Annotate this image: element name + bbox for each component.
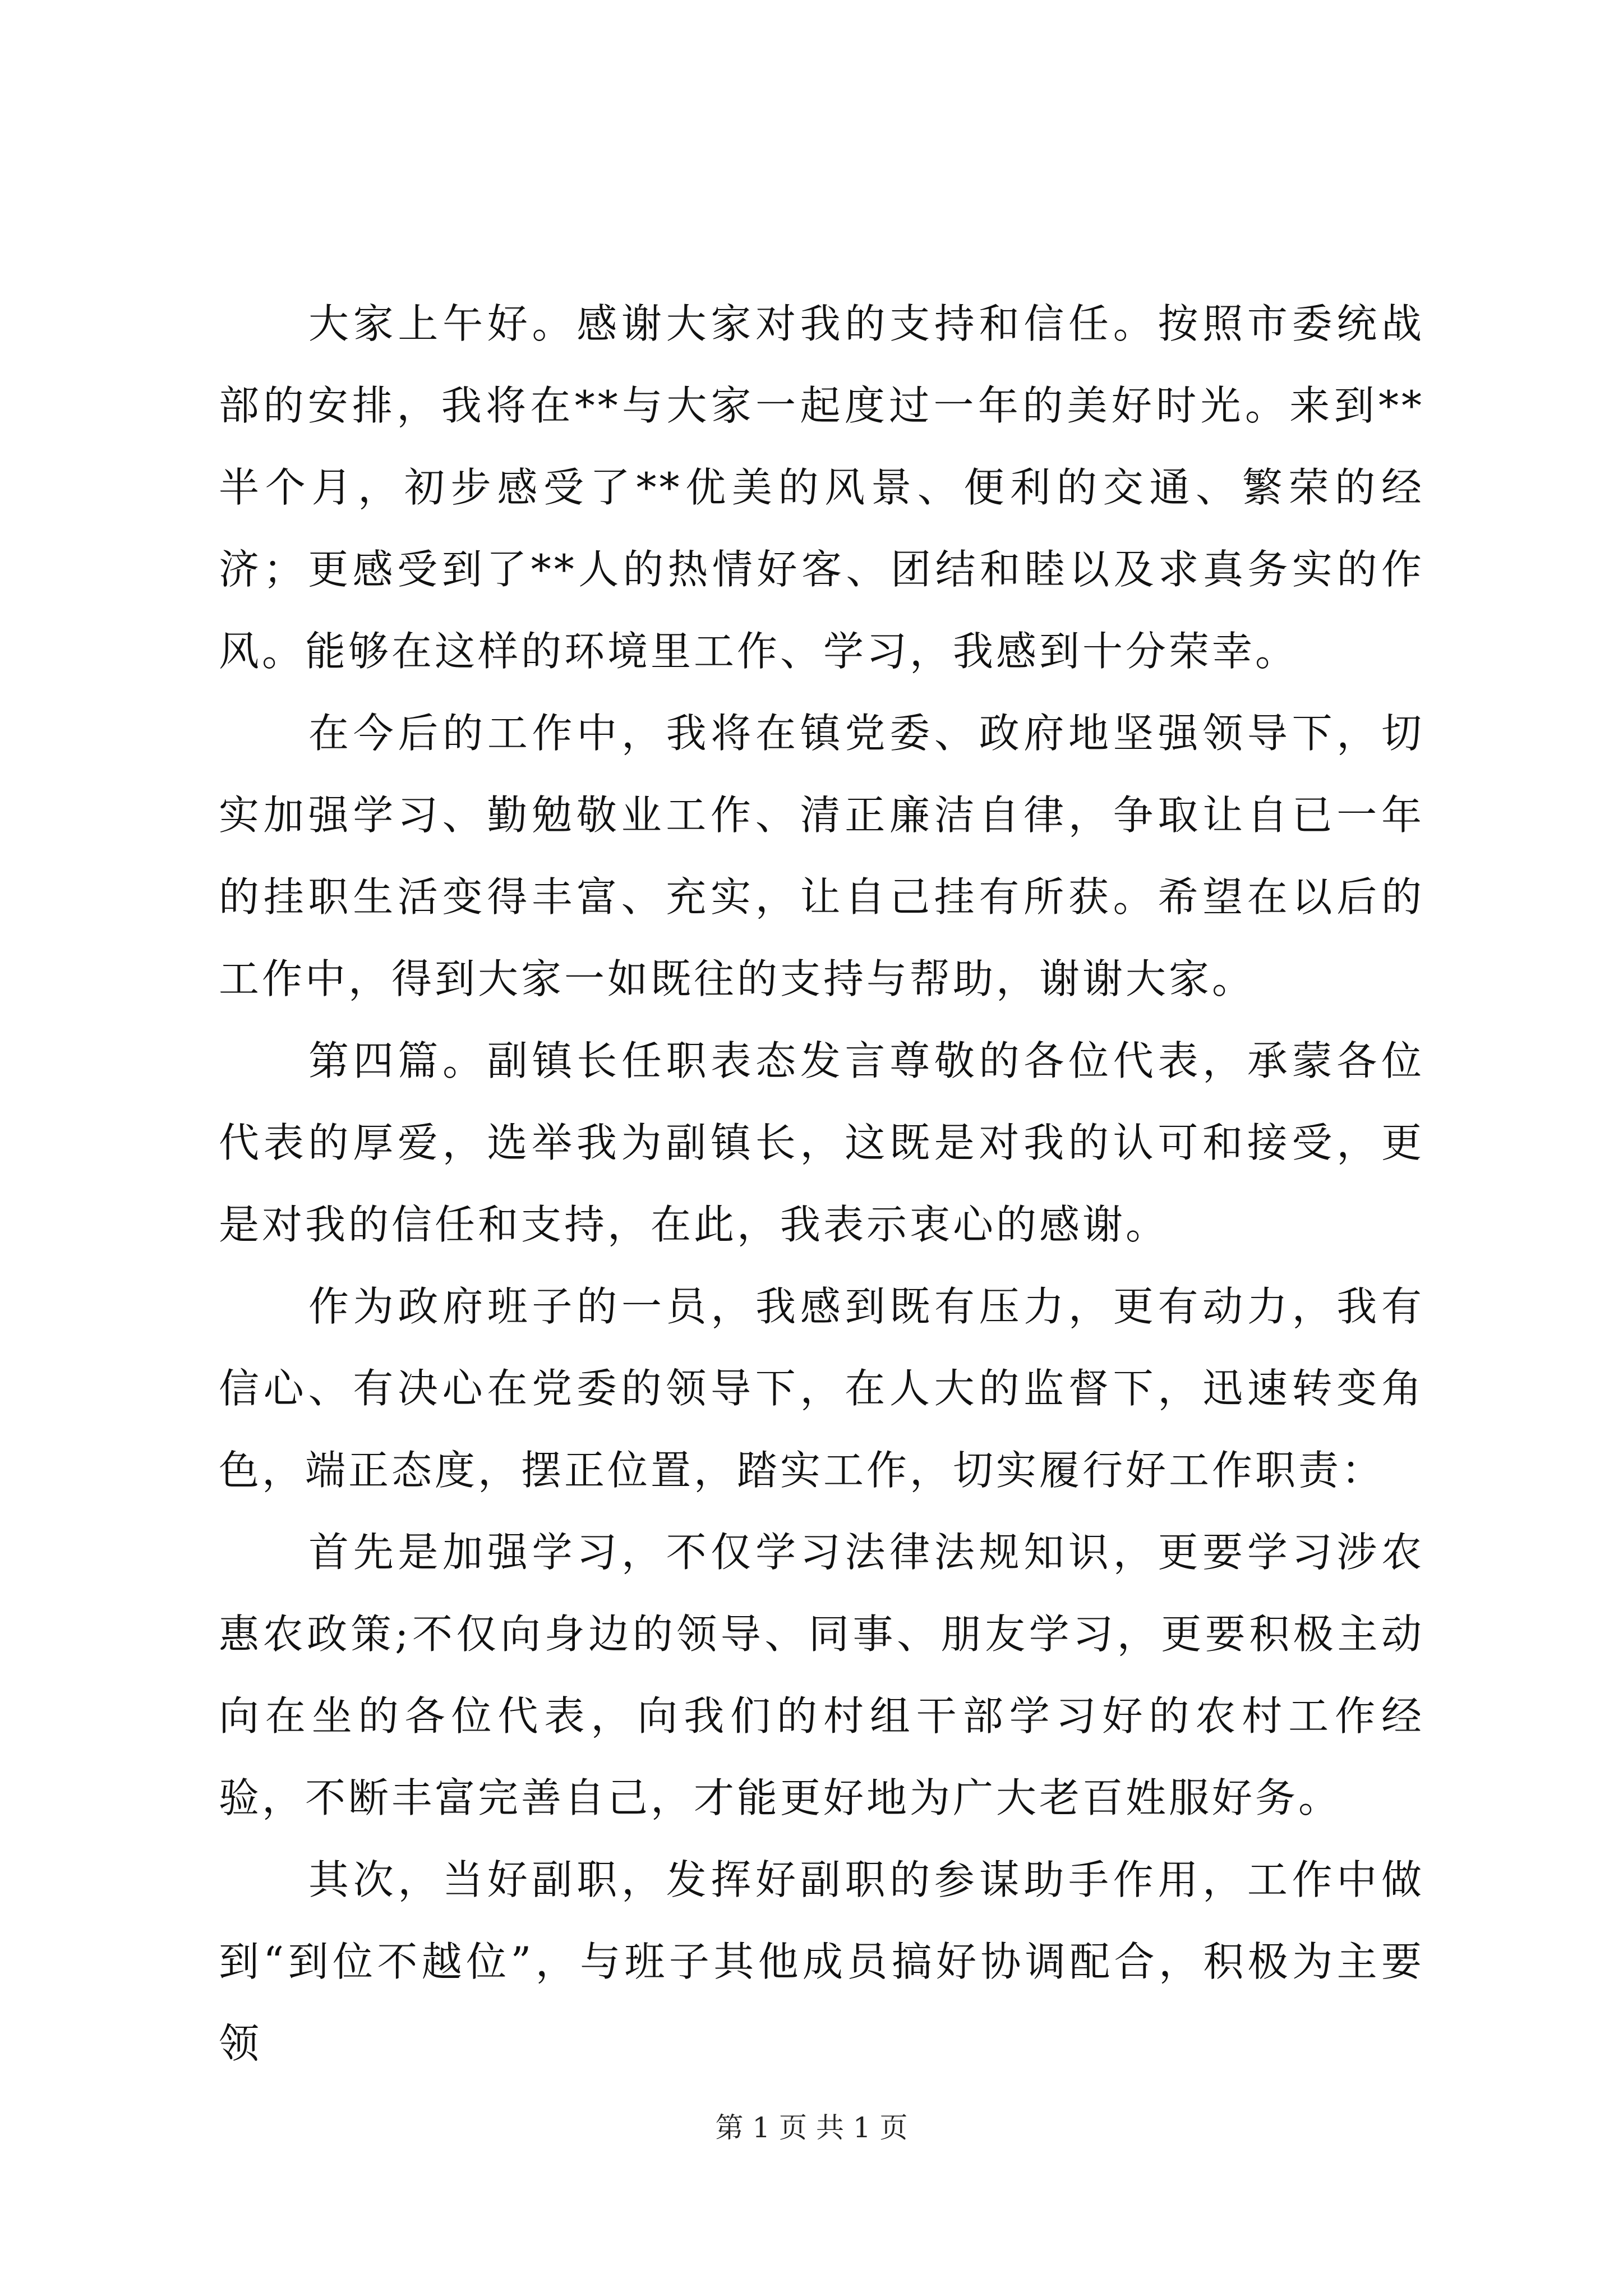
page-footer: 第 1 页 共 1 页	[715, 2111, 908, 2144]
paragraph-chapter-four: 第四篇。副镇长任职表态发言尊敬的各位代表，承蒙各位代表的厚爱，选举我为副镇长，这既是对我的认可和接受，更是对我的信任和支持，在此，我表示衷心的感谢。	[219, 1037, 1424, 1248]
paragraph-role: 作为政府班子的一员，我感到既有压力，更有动力，我有信心、有决心在党委的领导下，在人大的监督下，迅速转变角色，端正态度，摆正位置，踏实工作，切实履行好工作职责：	[219, 1283, 1424, 1494]
paragraph-commitment: 在今后的工作中，我将在镇党委、政府地坚强领导下，切实加强学习、勤勉敬业工作、清正廉洁自律，争取让自已一年的挂职生活变得丰富、充实，让自己挂有所获。希望在以后的工作中，得到大家一如既往的支持与帮助，谢谢大家。	[219, 710, 1424, 1002]
paragraph-welcome: 大家上午好。感谢大家对我的支持和信任。按照市委统战部的安排，我将在**与大家一起度过一年的美好时光。来到**半个月，初步感受了**优美的风景、便利的交通、繁荣的经济；更感受到了**人的热情好客、团结和睦以及求真务实的作风。能够在这样的环境里工作、学习，我感到十分荣幸。	[219, 300, 1424, 675]
paragraph-study: 首先是加强学习，不仅学习法律法规知识，更要学习涉农惠农政策;不仅向身边的领导、同事、朋友学习，更要积极主动向在坐的各位代表，向我们的村组干部学习好的农村工作经验，不断丰富完善自己，才能更好地为广大老百姓服好务。	[219, 1529, 1424, 1821]
document-body	[219, 283, 1424, 2085]
paragraph-deputy-role: 其次，当好副职，发挥好副职的参谋助手作用，工作中做到“到位不越位”，与班子其他成员搞好协调配合，积极为主要领	[219, 1856, 1424, 2067]
